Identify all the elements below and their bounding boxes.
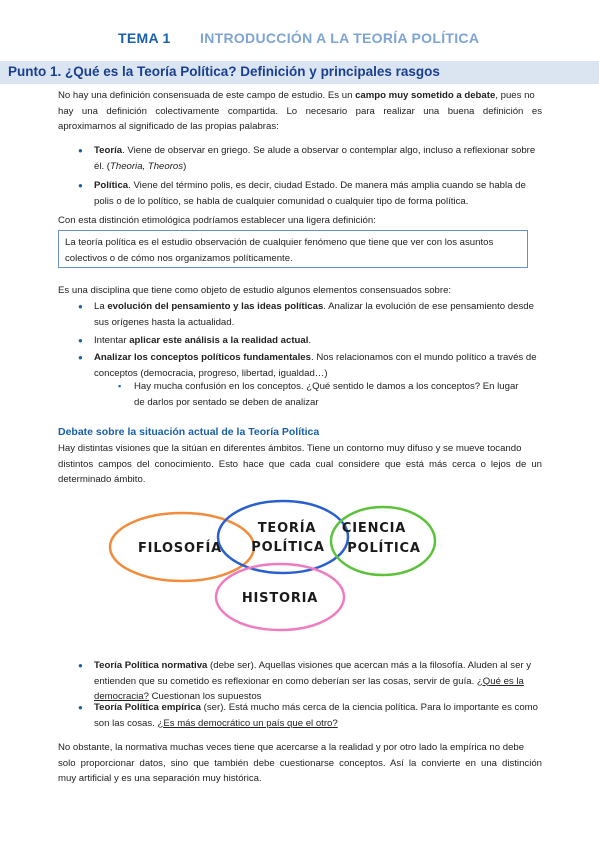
bullet-politica-line-1: Política. Viene del término polis, es decir, ciudad Estado. De manera más amplia cuando se habla de bbox=[94, 180, 526, 191]
venn-label-teoria: TEORÍA bbox=[257, 521, 317, 536]
bullet-icon: ● bbox=[78, 302, 83, 311]
bullet-teoria-line-1: Teoría. Viene de observar en griego. Se alude a observar o contemplar algo, incluso a reflexionar sobre bbox=[94, 145, 536, 156]
disciplina-text: Es una disciplina que tiene como objeto de estudio algunos elementos consensuados sobre: bbox=[58, 285, 452, 296]
venn-label-historia: HISTORIA bbox=[241, 591, 319, 606]
tipo-normativa-line-2: entienden que su cometido es reflexionar en como deberían ser las cosas, servir de guía. ¿Qué es la bbox=[94, 675, 524, 687]
bullet-icon: ● bbox=[78, 661, 83, 670]
bullet-icon: ● bbox=[78, 353, 83, 362]
debate-line-2: distintos campos del conocimiento. Esto hace que cada cual considere que está más cerca o lejos de un bbox=[58, 458, 542, 470]
tipo-empirica-line-1: Teoría Política empírica (ser). Está mucho más cerca de la ciencia política. Para lo importante es como bbox=[94, 702, 538, 713]
document-header bbox=[0, 30, 599, 50]
tipo-empirica-line-2: son las cosas. ¿Es más democrático un país que el otro? bbox=[94, 717, 338, 729]
bullet-teoria-line-2: él. (Theoria, Theoros) bbox=[94, 160, 187, 172]
bullet-politica-line-2: polis o de lo político, se habla de cualquier comunidad o cualquier tipo de forma política. bbox=[94, 195, 469, 207]
debate-line-1: Hay distintas visiones que la sitúan en diferentes ámbitos. Tiene un contorno muy difuso y se mueve tocando bbox=[58, 443, 522, 454]
section-heading-bar bbox=[0, 61, 599, 84]
venn-label-ciencia: CIENCIA bbox=[341, 521, 407, 536]
definition-line-2: colectivos o de cómo nos organizamos políticamente. bbox=[65, 252, 293, 264]
venn-label-teoria-politica: POLÍTICA bbox=[251, 540, 325, 555]
bullet-icon: ● bbox=[78, 703, 83, 712]
bullet-icon: ● bbox=[78, 181, 83, 190]
venn-label-ciencia-politica: POLÍTICA bbox=[347, 541, 421, 556]
objeto-3-line-1: Analizar los conceptos políticos fundamentales. Nos relacionamos con el mundo político a través de bbox=[94, 352, 537, 363]
section-heading: Punto 1. ¿Qué es la Teoría Política? Definición y principales rasgos bbox=[8, 64, 440, 79]
venn-label-filosofia: FILOSOFÍA bbox=[138, 541, 222, 556]
definition-line-1: La teoría política es el estudio observación de cualquier fenómeno que tiene que ver con los asuntos bbox=[65, 237, 494, 248]
debate-heading: Debate sobre la situación actual de la Teoría Política bbox=[58, 426, 320, 438]
tema-label: TEMA 1 bbox=[118, 30, 171, 46]
objeto-1-line-2: sus orígenes hasta la actualidad. bbox=[94, 316, 235, 328]
objeto-1-line-1: La evolución del pensamiento y las ideas políticas. Analizar la evolución de ese pensamiento desde bbox=[94, 301, 534, 312]
objeto-3-line-2: conceptos (democracia, progreso, libertad, igualdad…) bbox=[94, 367, 328, 379]
conclusion-line-1: No obstante, la normativa muchas veces tiene que acercarse a la realidad y por otro lado la empírica no debe bbox=[58, 742, 525, 753]
definition-box bbox=[58, 230, 528, 268]
debate-line-3: determinado ámbito. bbox=[58, 474, 146, 485]
bullet-icon: ● bbox=[78, 146, 83, 155]
conclusion-line-2: solo proporcionar datos, sino que también debe cuestionarse conceptos. Así la convierte en una distinción bbox=[58, 757, 542, 769]
intro-line-3: aproximarnos al significado de las propias palabras: bbox=[58, 121, 279, 132]
venn-diagram bbox=[100, 495, 445, 635]
intro-line-1: No hay una definición consensuada de este campo de estudio. Es un campo muy sometido a debate, pues no bbox=[58, 90, 535, 101]
intro-line-2: hay una definición colectivamente compartida. Lo necesario para realizar una buena definición es bbox=[58, 105, 542, 117]
tipo-normativa-line-1: Teoría Política normativa (debe ser). Aquellas visiones que acercan más a la filosofía. Aluden al ser y bbox=[94, 660, 532, 671]
tipo-normativa-line-3: democracia? Cuestionan los supuestos bbox=[94, 691, 262, 702]
objeto-2: Intentar aplicar este análisis a la realidad actual. bbox=[94, 335, 312, 346]
teoria-politica-ellipse bbox=[218, 501, 348, 573]
bullet-icon: ● bbox=[78, 336, 83, 345]
tema-title: INTRODUCCIÓN A LA TEORÍA POLÍTICA bbox=[200, 30, 480, 46]
distincion-text: Con esta distinción etimológica podríamos establecer una ligera definición: bbox=[58, 215, 376, 226]
subitem-line-2: de darlos por sentado se deben de analizar bbox=[134, 396, 319, 408]
subitem-line-1: Hay mucha confusión en los conceptos. ¿Qué sentido le damos a los conceptos? En lugar bbox=[134, 381, 519, 392]
conclusion-line-3: muy artificial y es una separación muy histórica. bbox=[58, 773, 262, 784]
sub-bullet-icon: ▪ bbox=[118, 381, 122, 391]
